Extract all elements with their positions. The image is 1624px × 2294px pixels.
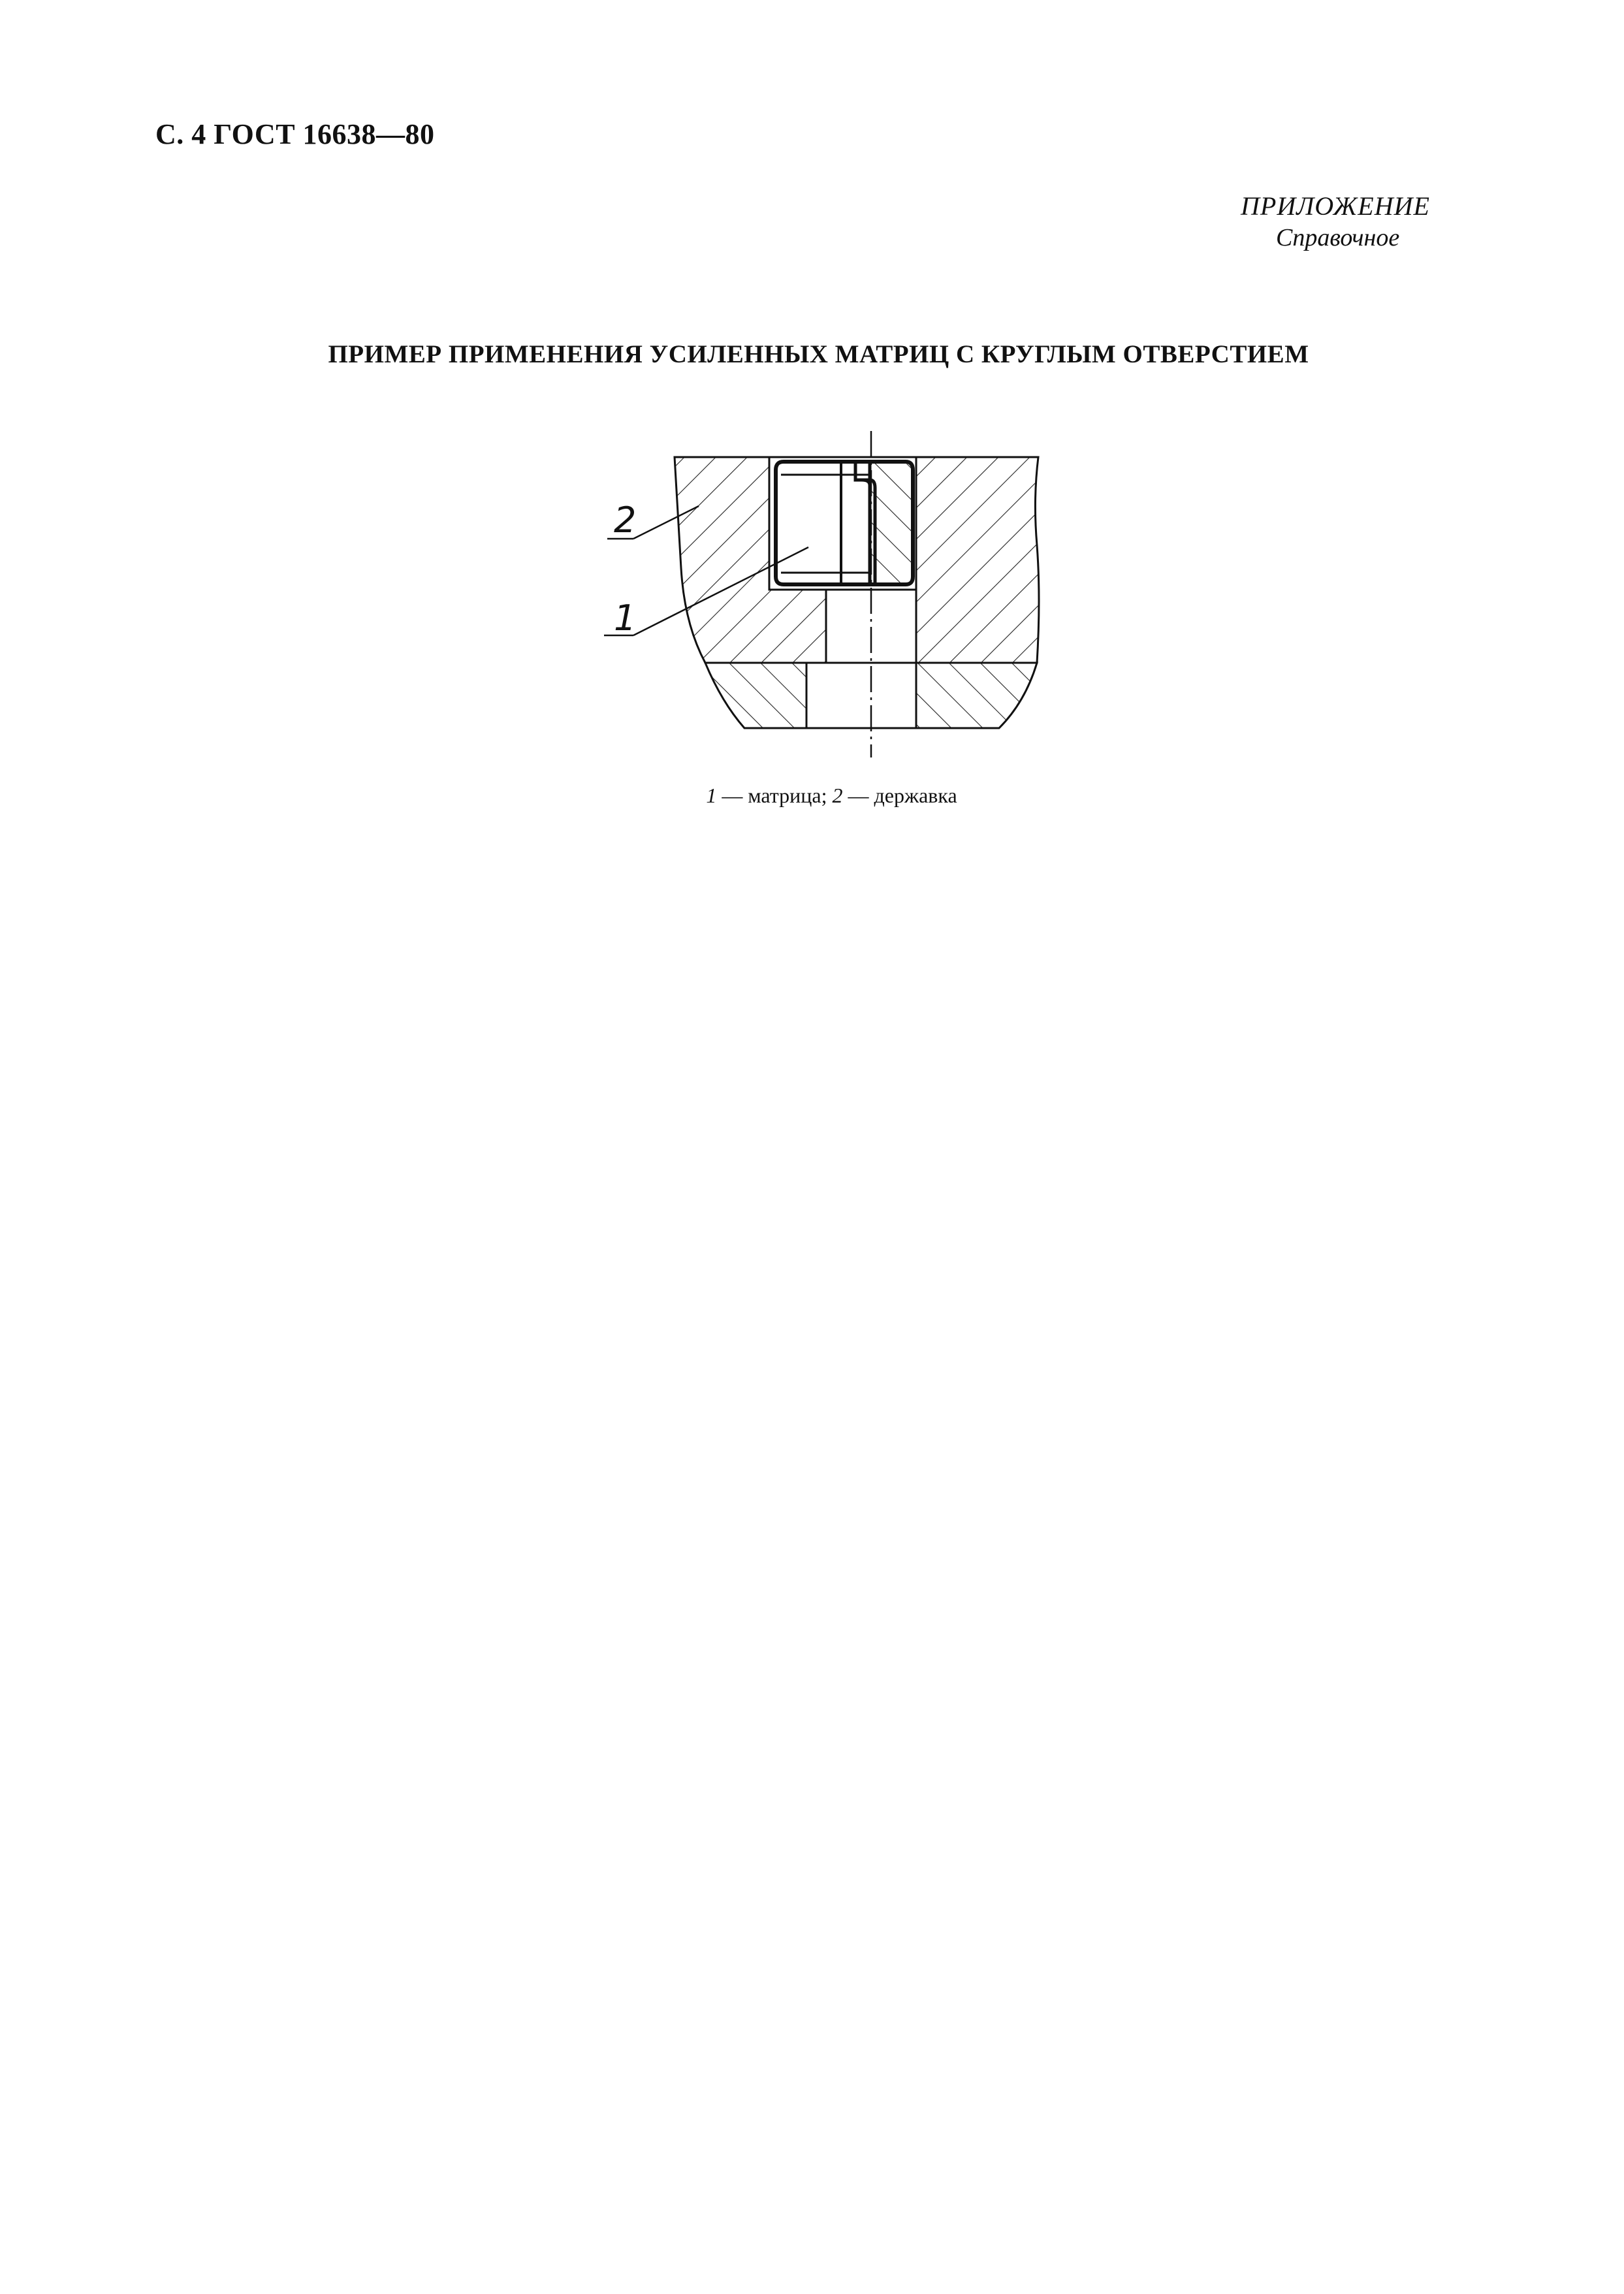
base-plate-left — [705, 663, 806, 728]
technical-drawing — [588, 428, 1084, 761]
drawing-svg — [588, 428, 1084, 761]
base-plate-right — [916, 663, 1037, 728]
document-title: ПРИМЕР ПРИМЕНЕНИЯ УСИЛЕННЫХ МАТРИЦ С КРУГЛЫМ ОТВЕРСТИЕМ — [328, 340, 1309, 368]
appendix-title: ПРИЛОЖЕНИЕ — [1241, 191, 1430, 221]
caption-item2-number: 2 — [832, 784, 843, 807]
appendix-kind: Справочное — [1276, 224, 1400, 251]
holder-upper-right — [916, 457, 1039, 663]
caption-item1-number: 1 — [706, 784, 717, 807]
page-header: С. 4 ГОСТ 16638—80 — [155, 118, 435, 150]
callout-1: 1 — [614, 597, 637, 639]
caption-item2-text: — державка — [848, 784, 957, 807]
through-bore-lower — [806, 663, 916, 728]
appendix-block — [1241, 191, 1502, 253]
callout-2: 2 — [614, 500, 637, 541]
caption-item1-text: — матрица; — [722, 784, 827, 807]
figure-caption — [0, 784, 1624, 808]
